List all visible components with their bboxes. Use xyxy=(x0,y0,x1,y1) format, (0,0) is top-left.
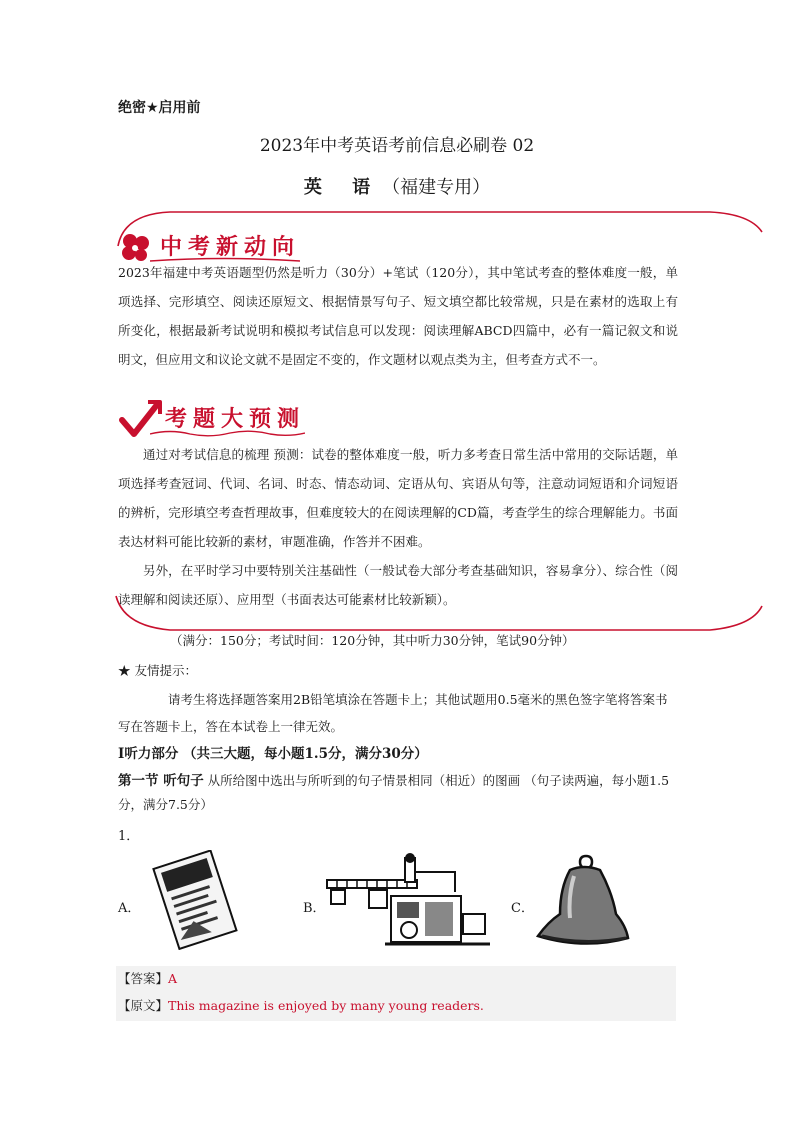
answer-row xyxy=(118,969,177,987)
tip-label: ★ 友情提示： xyxy=(118,663,197,678)
answer-value: A xyxy=(168,971,178,986)
option-c-label: C． xyxy=(511,901,534,916)
section-1-instructions xyxy=(118,769,678,816)
banner-underline-2 xyxy=(150,428,305,438)
script-text: This magazine is enjoyed by many young readers. xyxy=(168,998,484,1013)
banner-prediction: 考题大预测 xyxy=(165,407,306,432)
page-subtitle xyxy=(0,173,794,199)
tip-text xyxy=(118,686,678,740)
score-info: （满分：150分；考试时间：120分钟，其中听力30分钟，笔试90分钟） xyxy=(170,633,575,648)
new-trend-text: 2023年福建中考英语题型仍然是听力（30分）+笔试（120分），其中笔试考查的整体难度一般，单项选择、完形填空、阅读还原短文、根据情景写句子、短文填空都比较常规，只是在素材的选取上有所变化，根据最新考试说明和模拟考试信息可以发现：阅读理解ABCD四篇中，必有一篇记叙文和说明文，但应用文和议论文就不是固定不变的，作文题材以观点类为主，但考查方式不一。 xyxy=(118,265,678,367)
prediction-paragraph-1: 通过对考试信息的梳理 预测：试卷的整体难度一般，听力多考查日常生活中常用的交际话题，单项选择考查冠词、代词、名词、时态、情态动词、定语从句、宾语从句等，注意动词短语和介词短语的辨析，完形填空考查哲理故事，但难度较大的在阅读理解的CD篇，考查学生的综合理解能力。书面表达材料可能比较新的素材，审题准确，作答并不困难。 xyxy=(118,447,678,549)
magazine-icon xyxy=(147,850,242,950)
question-number: 1． xyxy=(118,829,140,844)
script-row xyxy=(118,996,484,1014)
option-b-label: B． xyxy=(303,901,326,916)
bell-icon xyxy=(534,852,632,950)
listening-part-title: I听力部分 （共三大题，每小题1.5分，满分30分） xyxy=(118,746,428,762)
subject-name: 英 语 xyxy=(303,177,383,198)
answer-label: 【答案】 xyxy=(118,971,169,986)
prediction-text xyxy=(118,440,678,614)
tip-paragraph: 请考生将选择题答案用2B铅笔填涂在答题卡上；其他试题用0.5毫米的黑色签字笔将答案书写在答题卡上，答在本试卷上一律无效。 xyxy=(118,692,668,734)
secret-label: 绝密★启用前 xyxy=(118,100,201,116)
script-label: 【原文】 xyxy=(118,998,169,1013)
section-text: 从所给图中选出与所听到的句子情景相同（相近）的图画 （句子读两遍，每小题1.5分，满分7.5分） xyxy=(118,773,670,812)
prediction-paragraph-2: 另外，在平时学习中要特别关注基础性（一般试卷大部分考查基础知识，容易拿分）、综合性（阅读理解和阅读还原）、应用型（书面表达可能素材比较新颖）。 xyxy=(118,563,678,607)
page-title: 2023年中考英语考前信息必刷卷 02 xyxy=(259,136,535,156)
machine-icon xyxy=(325,852,490,950)
option-a-label: A． xyxy=(118,901,141,916)
section-label: 第一节 听句子 xyxy=(118,773,204,789)
subject-region: （福建专用） xyxy=(382,177,491,198)
banner-new-trend: 中考新动向 xyxy=(160,235,301,260)
